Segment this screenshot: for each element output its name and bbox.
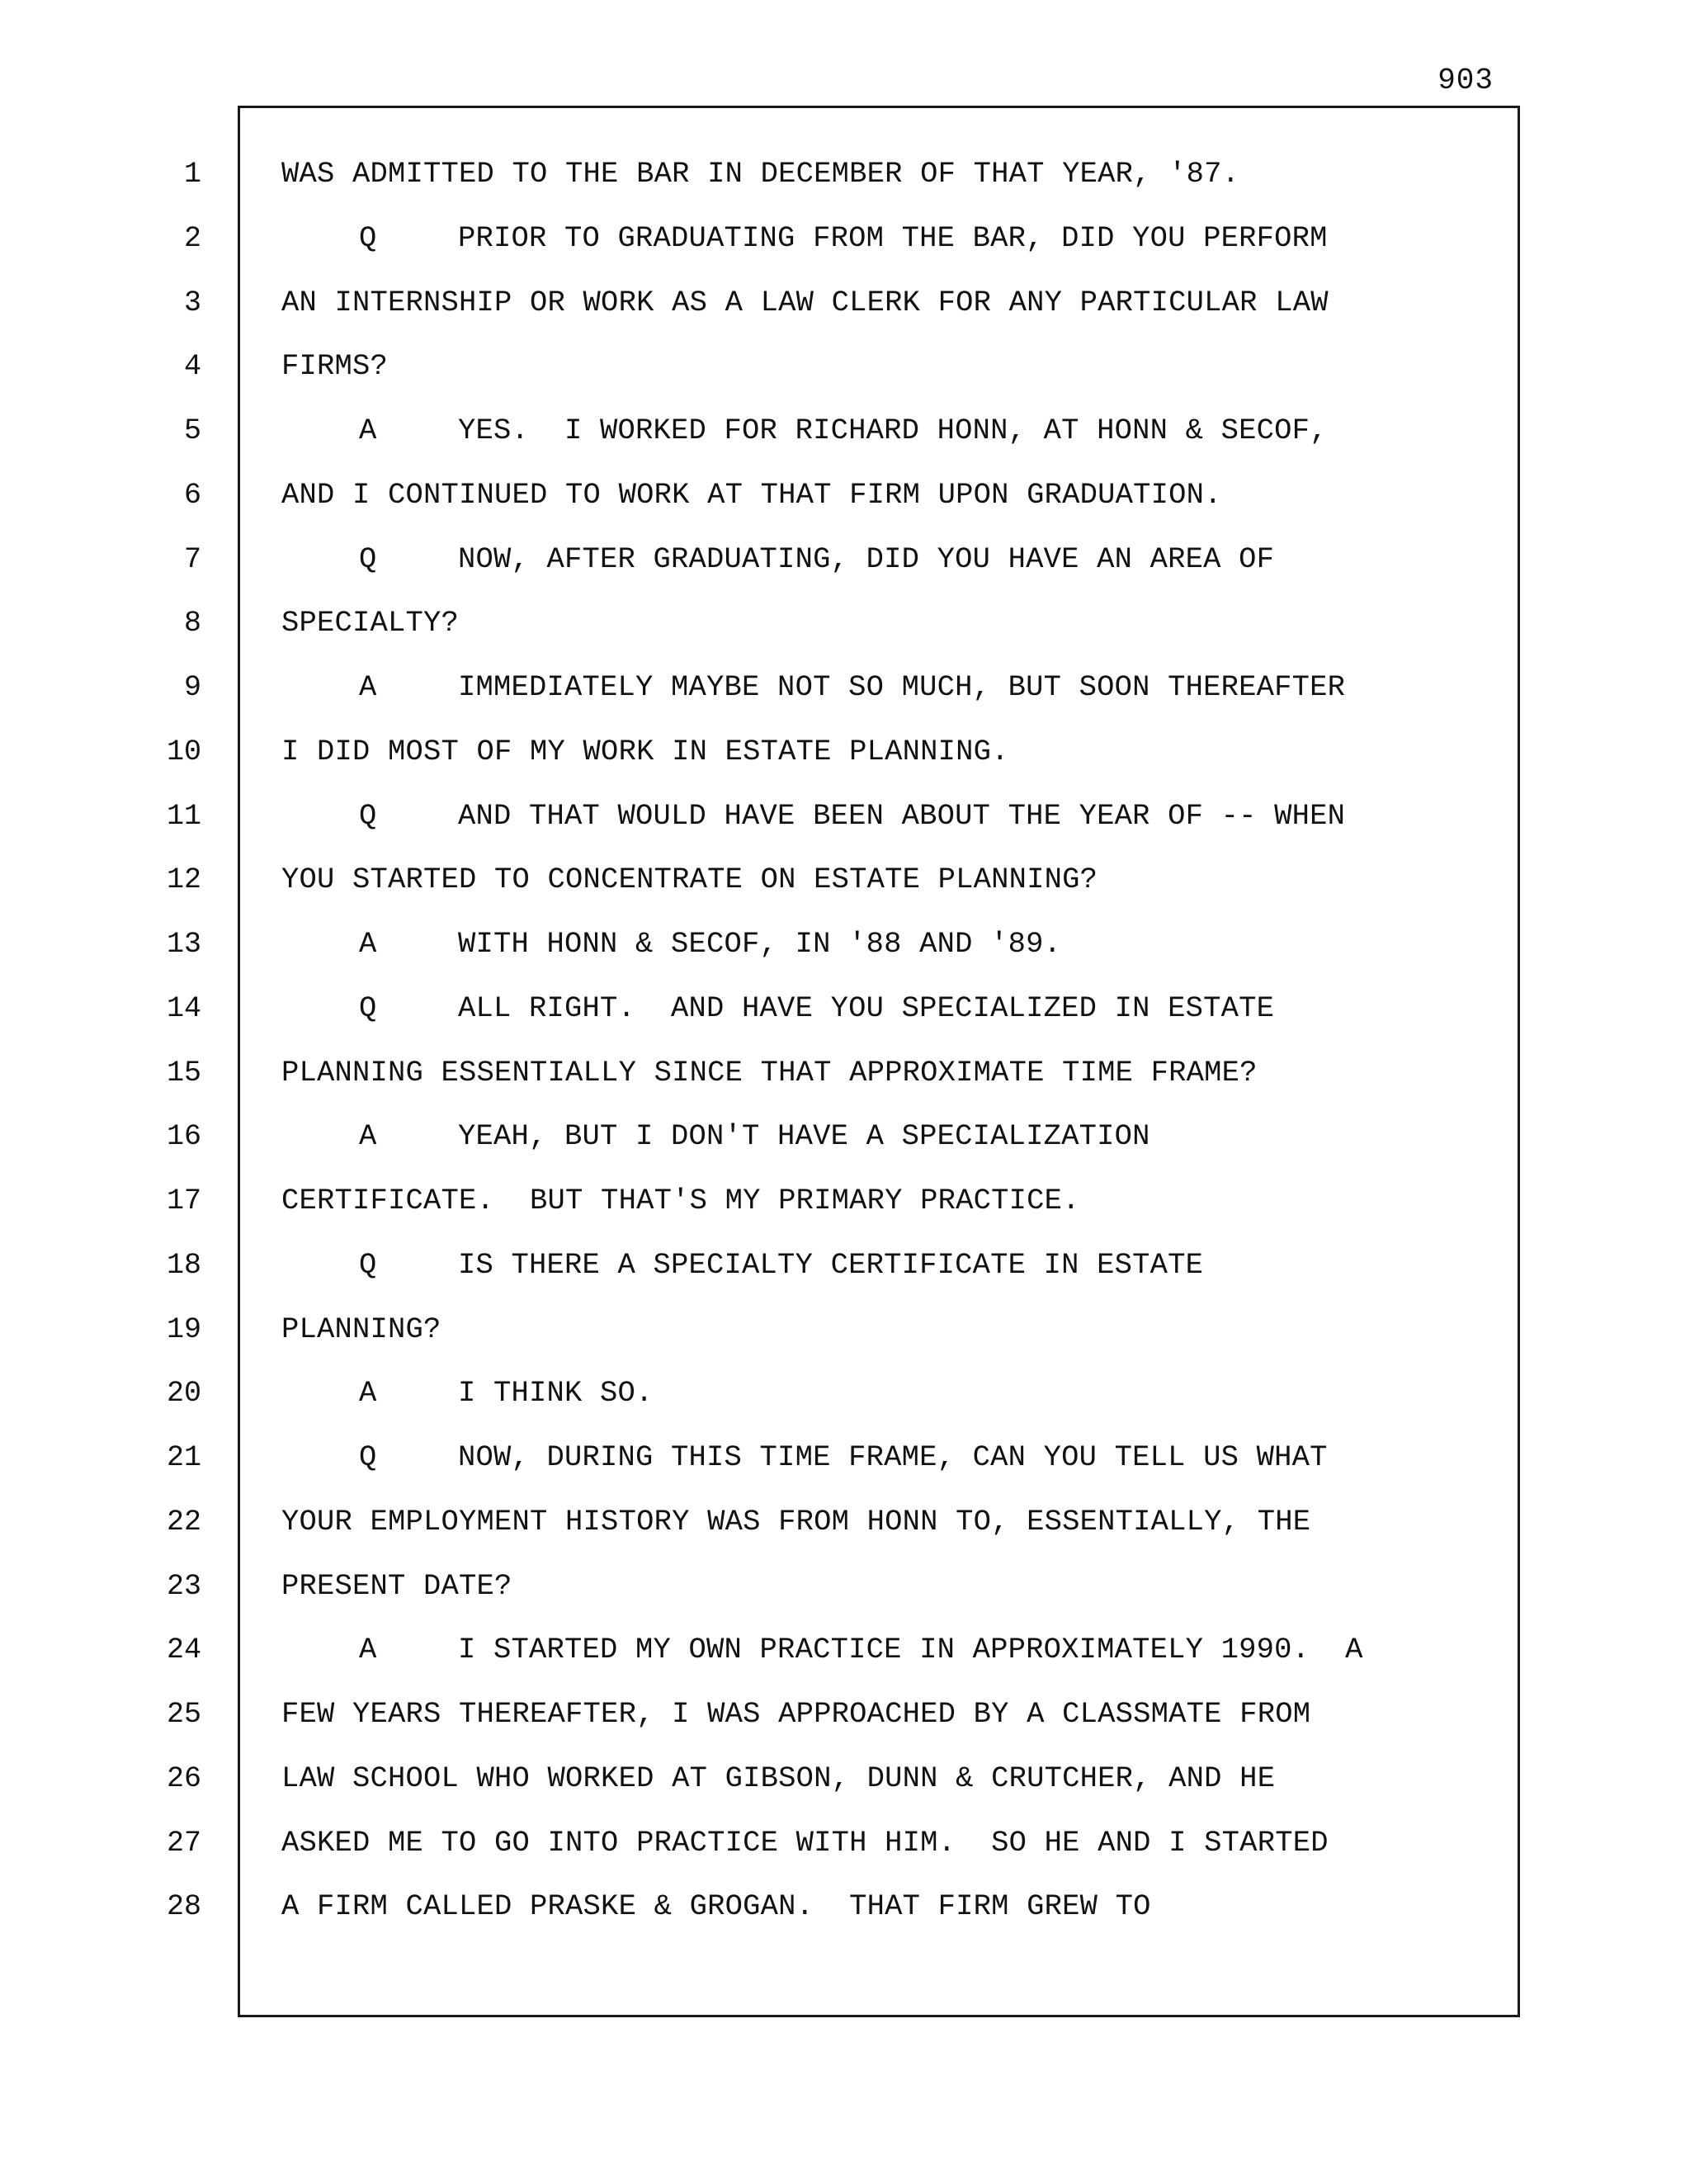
- line-number: 27: [166, 1827, 201, 1860]
- transcript-line: [281, 863, 1098, 896]
- transcript-line: [281, 735, 1009, 768]
- transcript-line: [359, 800, 1345, 833]
- line-text: WAS ADMITTED TO THE BAR IN DECEMBER OF THAT YEAR, '87.: [281, 157, 1240, 191]
- line-number: 6: [183, 479, 201, 512]
- transcript-line: [359, 543, 1274, 576]
- speaker-label: Q: [359, 799, 377, 833]
- line-text: CERTIFICATE. BUT THAT'S MY PRIMARY PRACTICE.: [281, 1184, 1080, 1217]
- transcript-line: [281, 1506, 1310, 1539]
- line-number: 21: [166, 1441, 201, 1474]
- line-text: I DID MOST OF MY WORK IN ESTATE PLANNING.: [281, 735, 1009, 768]
- page-number: 903: [1437, 64, 1494, 97]
- transcript-line: [281, 1313, 441, 1346]
- speaker-label: Q: [359, 1248, 377, 1282]
- line-number: 18: [166, 1249, 201, 1282]
- line-text: I STARTED MY OWN PRACTICE IN APPROXIMATELY 1990. A: [458, 1633, 1363, 1666]
- line-text: PRESENT DATE?: [281, 1569, 512, 1603]
- line-text: A FIRM CALLED PRASKE & GROGAN. THAT FIRM GREW TO: [281, 1889, 1151, 1923]
- line-text: SPECIALTY?: [281, 606, 460, 640]
- speaker-label: A: [359, 927, 377, 961]
- line-number: 20: [166, 1377, 201, 1410]
- line-text: YOUR EMPLOYMENT HISTORY WAS FROM HONN TO, ESSENTIALLY, THE: [281, 1505, 1311, 1539]
- line-number: 12: [166, 863, 201, 896]
- transcript-line: [359, 222, 1328, 255]
- transcript-line: [281, 1827, 1329, 1860]
- transcript-line: [359, 671, 1345, 704]
- line-number: 10: [166, 735, 201, 768]
- line-number: 9: [183, 671, 201, 704]
- line-text: I THINK SO.: [458, 1376, 654, 1410]
- transcript-line: [281, 1890, 1151, 1923]
- line-text: IS THERE A SPECIALTY CERTIFICATE IN ESTATE: [458, 1248, 1204, 1282]
- speaker-label: A: [359, 414, 377, 447]
- line-number: 2: [183, 222, 201, 255]
- line-number: 13: [166, 928, 201, 961]
- transcript-line: [281, 1570, 512, 1603]
- line-number: 22: [166, 1506, 201, 1539]
- transcript-line: [281, 1762, 1275, 1795]
- transcript-line: [359, 414, 1328, 447]
- speaker-label: A: [359, 670, 377, 704]
- line-number: 14: [166, 992, 201, 1025]
- line-text: NOW, AFTER GRADUATING, DID YOU HAVE AN AREA OF: [458, 542, 1275, 576]
- line-text: IMMEDIATELY MAYBE NOT SO MUCH, BUT SOON THEREAFTER: [458, 670, 1346, 704]
- line-text: AND THAT WOULD HAVE BEEN ABOUT THE YEAR OF -- WHEN: [458, 799, 1346, 833]
- line-number: 16: [166, 1120, 201, 1153]
- line-text: WITH HONN & SECOF, IN '88 AND '89.: [458, 927, 1062, 961]
- line-text: ASKED ME TO GO INTO PRACTICE WITH HIM. SO HE AND I STARTED: [281, 1826, 1329, 1860]
- line-number: 11: [166, 800, 201, 833]
- line-number: 23: [166, 1570, 201, 1603]
- line-text: FEW YEARS THEREAFTER, I WAS APPROACHED BY A CLASSMATE FROM: [281, 1697, 1311, 1731]
- transcript-line: [281, 350, 388, 383]
- line-number: 25: [166, 1698, 201, 1731]
- line-number: 17: [166, 1184, 201, 1217]
- transcript-line: [281, 286, 1329, 319]
- line-text: PRIOR TO GRADUATING FROM THE BAR, DID YOU PERFORM: [458, 221, 1328, 255]
- line-number: 15: [166, 1057, 201, 1090]
- line-number: 8: [183, 607, 201, 640]
- speaker-label: Q: [359, 221, 377, 255]
- line-number: 24: [166, 1633, 201, 1666]
- line-text: YEAH, BUT I DON'T HAVE A SPECIALIZATION: [458, 1119, 1150, 1153]
- line-text: LAW SCHOOL WHO WORKED AT GIBSON, DUNN & CRUTCHER, AND HE: [281, 1761, 1276, 1795]
- transcript-line: [281, 479, 1222, 512]
- transcript-line: [359, 1633, 1363, 1666]
- transcript-line: [281, 1057, 1258, 1090]
- line-number: 5: [183, 414, 201, 447]
- line-text: FIRMS?: [281, 349, 389, 383]
- line-text: AND I CONTINUED TO WORK AT THAT FIRM UPON GRADUATION.: [281, 478, 1222, 512]
- line-number: 26: [166, 1762, 201, 1795]
- speaker-label: A: [359, 1376, 377, 1410]
- transcript-line: [359, 928, 1061, 961]
- transcript-line: [359, 1441, 1328, 1474]
- line-text: PLANNING ESSENTIALLY SINCE THAT APPROXIMATE TIME FRAME?: [281, 1056, 1258, 1090]
- line-number: 1: [183, 158, 201, 191]
- speaker-label: A: [359, 1633, 377, 1666]
- line-number: 3: [183, 286, 201, 319]
- transcript-line: [359, 992, 1274, 1025]
- line-text: NOW, DURING THIS TIME FRAME, CAN YOU TELL US WHAT: [458, 1440, 1328, 1474]
- line-number: 4: [183, 350, 201, 383]
- line-text: YES. I WORKED FOR RICHARD HONN, AT HONN & SECOF,: [458, 414, 1328, 447]
- speaker-label: Q: [359, 1440, 377, 1474]
- line-text: PLANNING?: [281, 1312, 441, 1346]
- transcript-line: [281, 158, 1239, 191]
- line-text: YOU STARTED TO CONCENTRATE ON ESTATE PLANNING?: [281, 863, 1098, 896]
- transcript-line: [281, 1184, 1080, 1217]
- transcript-line: [281, 1698, 1310, 1731]
- transcript-line: [281, 607, 459, 640]
- line-text: AN INTERNSHIP OR WORK AS A LAW CLERK FOR ANY PARTICULAR LAW: [281, 286, 1329, 319]
- line-number: 28: [166, 1890, 201, 1923]
- line-text: ALL RIGHT. AND HAVE YOU SPECIALIZED IN ESTATE: [458, 991, 1275, 1025]
- line-number: 19: [166, 1313, 201, 1346]
- line-number: 7: [183, 543, 201, 576]
- speaker-label: Q: [359, 542, 377, 576]
- transcript-line: [359, 1120, 1150, 1153]
- transcript-line: [359, 1377, 654, 1410]
- transcript-line: [359, 1249, 1203, 1282]
- speaker-label: Q: [359, 991, 377, 1025]
- speaker-label: A: [359, 1119, 377, 1153]
